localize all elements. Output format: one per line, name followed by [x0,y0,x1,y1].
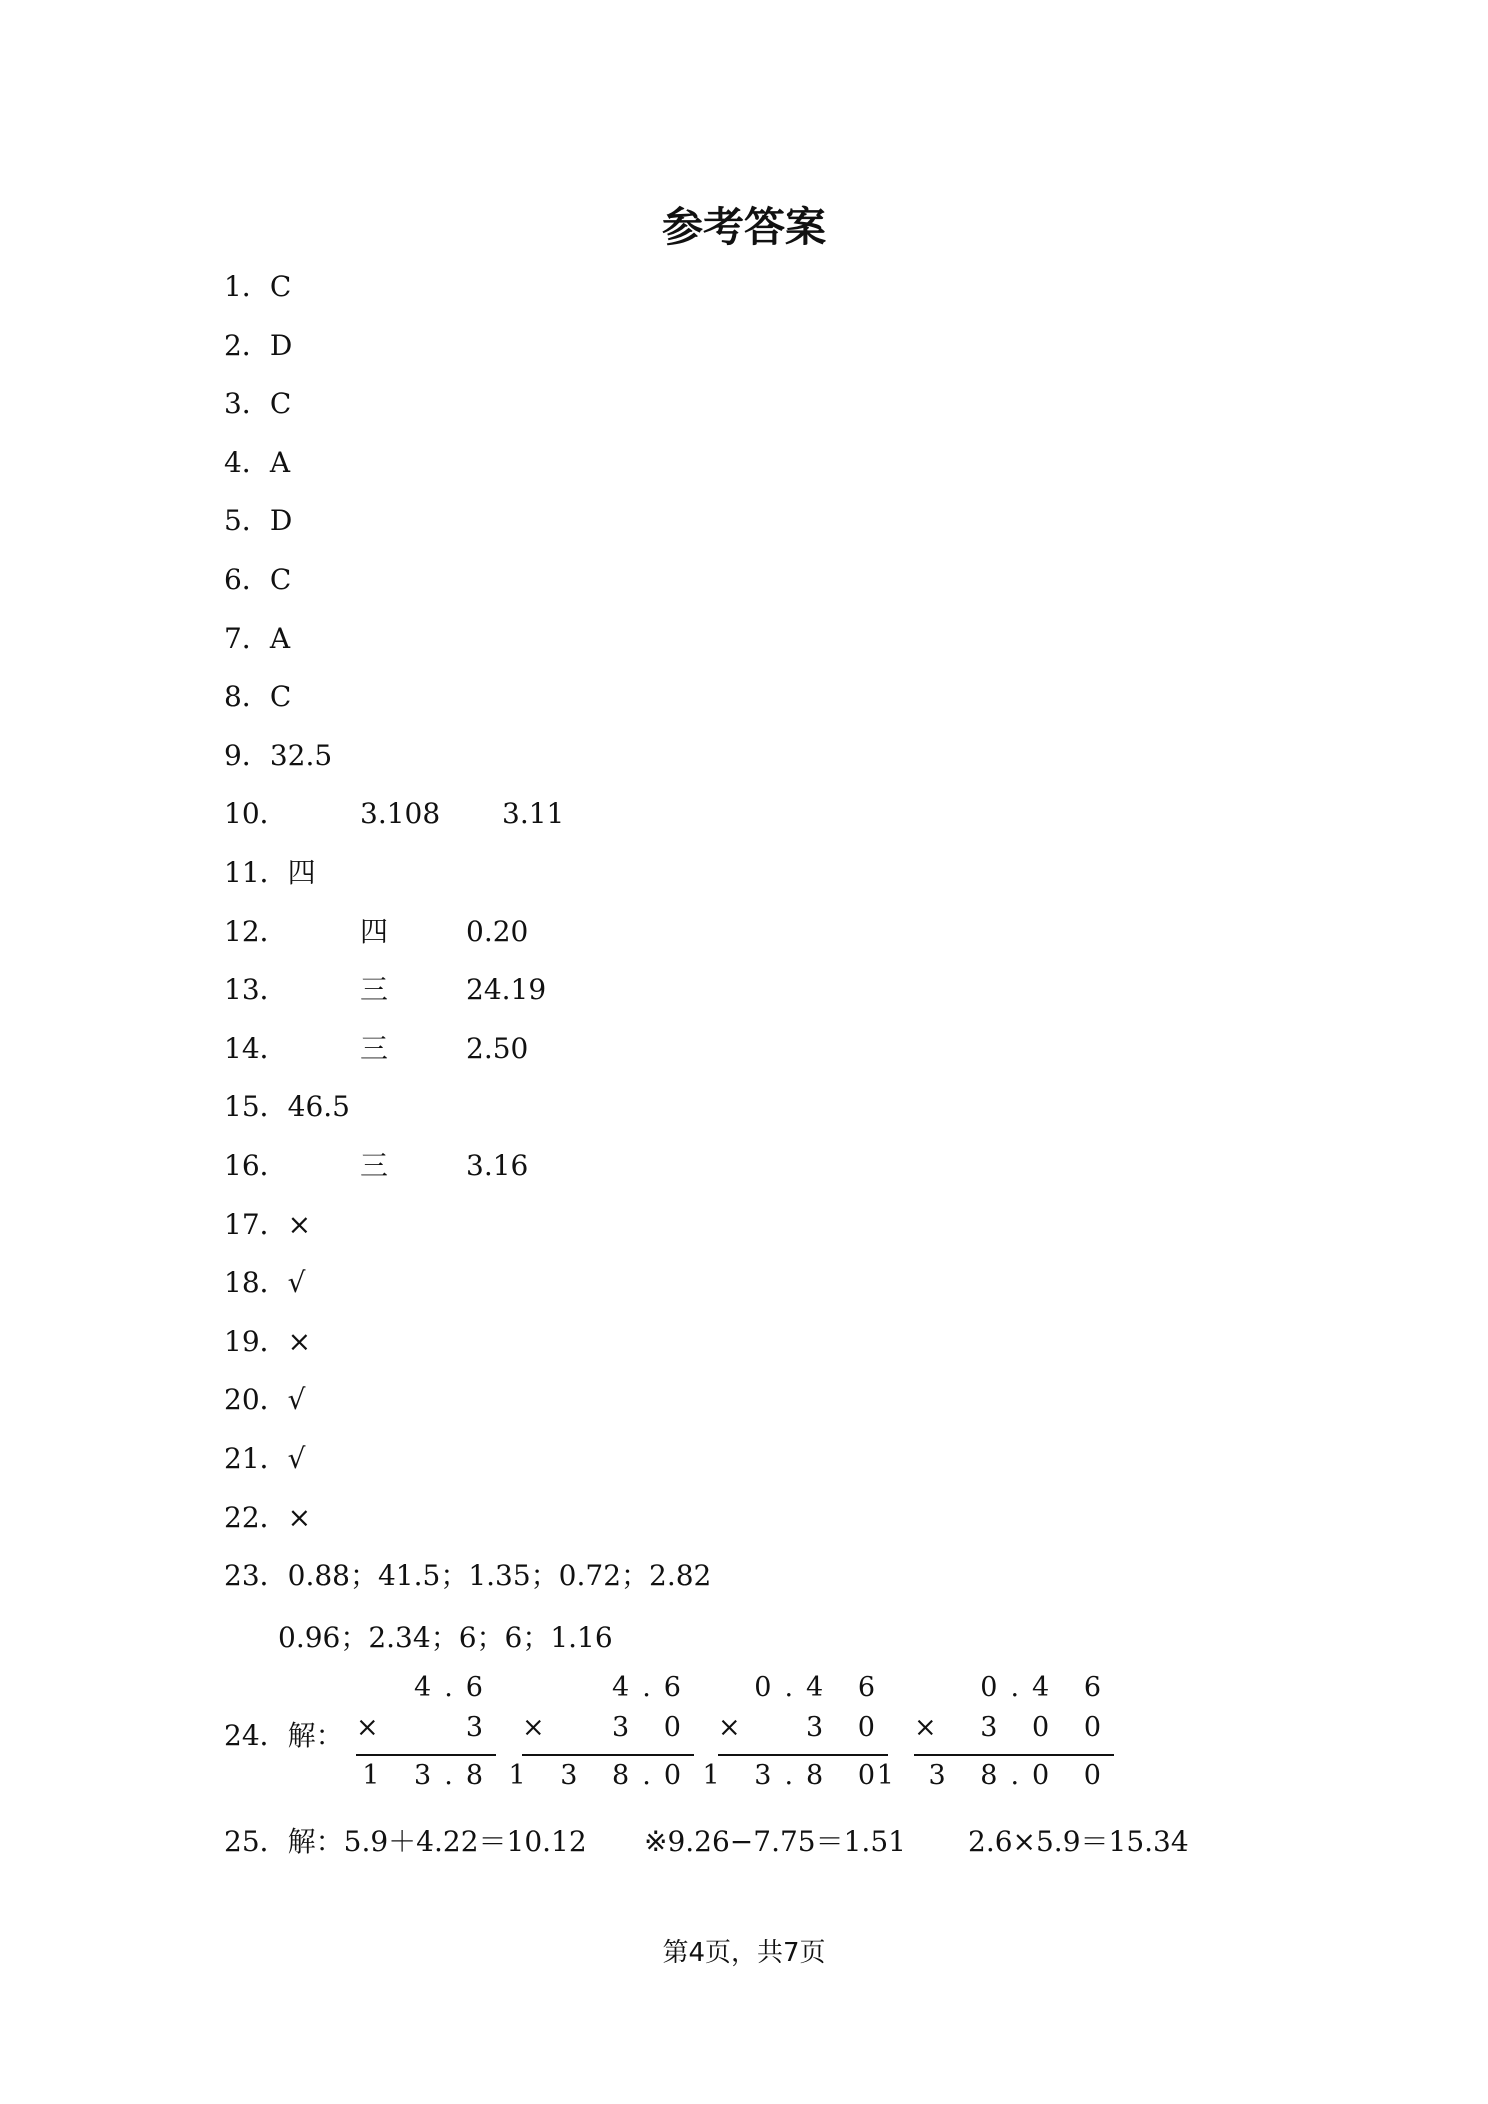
answer-value-2: 3.108 [360,797,441,830]
multiplicand: 0.4 6 [754,1672,888,1703]
answer-number: 12． [224,915,288,948]
answer-number: 6． [224,563,270,596]
answer-value-2: 三 [360,1032,389,1065]
answer-value: √ [287,1266,306,1299]
answer-value-3: 0.20 [466,915,529,948]
answer-value: × [287,1208,312,1241]
answer-value-3: 3.16 [466,1149,529,1182]
times-icon: × [718,1712,741,1743]
answer-number: 20． [224,1383,288,1416]
product: 1 3 8.0 [508,1760,694,1791]
multiplication-1 [356,1672,496,1802]
divider-line [718,1754,888,1756]
answer-row [224,736,332,776]
multiplication-3 [702,1672,888,1802]
answer-number: 1． [224,270,270,303]
page-title: 参考答案 [662,203,826,251]
answer-value: 46.5 [287,1090,350,1123]
answer-number: 4． [224,446,270,479]
multiplier: 3 0 0 [980,1712,1114,1743]
multiplier: 3 0 [612,1712,694,1743]
answer-row [224,1029,529,1069]
answer-value: C [269,680,292,713]
answer-value-3: 3.11 [502,797,565,830]
answer-number: 7． [224,622,270,655]
answer-25: 25．解：5.9＋4.22＝10.12 ※9.26−7.75＝1.51 2.6×5.9＝15.34 [224,1822,587,1862]
answer-value: A [269,622,291,655]
multiplier: 3 [465,1712,496,1743]
product: 1 3.8 [362,1760,496,1791]
answer-23-line2: 0.96；2.34；6；6；1.16 [278,1621,613,1654]
answer-number: 21． [224,1442,288,1475]
answer-value: D [269,504,293,537]
answer-row [224,853,316,893]
answer-number: 8． [224,680,270,713]
answer-number: 9． [224,739,270,772]
answer-value: D [269,329,293,362]
answer-row [224,1556,711,1596]
times-icon: × [914,1712,937,1743]
page-footer: 第4页，共7页 [662,1938,826,1968]
product: 1 3.8 0 [702,1760,888,1791]
answer-value: 四 [287,856,316,889]
divider-line [522,1754,694,1756]
answer-row [224,1263,305,1303]
answer-value-3: 2.50 [466,1032,529,1065]
answer-number: 17． [224,1208,288,1241]
answer-number: 18． [224,1266,288,1299]
answer-25-eq2: ※9.26−7.75＝1.51 [644,1825,906,1858]
answer-number: 10． [224,797,288,830]
times-icon: × [356,1712,379,1743]
answer-row [224,1498,311,1538]
answer-row [224,326,292,366]
answer-number: 19． [224,1325,288,1358]
answer-value-2: 四 [360,915,389,948]
answer-row [224,794,565,834]
answer-row [224,501,292,541]
answer-number: 3． [224,387,270,420]
answer-value: × [287,1501,312,1534]
answer-number: 14． [224,1032,288,1065]
divider-line [914,1754,1114,1756]
answer-row [224,1322,311,1362]
answer-value: × [287,1325,312,1358]
answer-row [224,267,291,307]
times-icon: × [522,1712,545,1743]
answer-row [224,1439,305,1479]
multiplicand: 4.6 [414,1672,496,1703]
answer-row [224,443,290,483]
answer-25-eq3: 2.6×5.9＝15.34 [968,1825,1189,1858]
product: 1 3 8.0 0 [876,1760,1114,1791]
multiplier: 3 0 [806,1712,888,1743]
answer-value-2: 三 [360,1149,389,1182]
answer-value: √ [287,1383,306,1416]
answer-number: 22． [224,1501,288,1534]
answer-row [224,619,290,659]
answer-row [224,1087,350,1127]
answer-row [224,560,291,600]
answer-value: C [269,387,292,420]
answer-row [224,1146,529,1186]
answer-number: 15． [224,1090,288,1123]
answer-row [224,1205,311,1245]
answer-number: 23． [224,1559,288,1592]
answer-number: 16． [224,1149,288,1182]
answer-number: 13． [224,973,288,1006]
multiplicand: 4.6 [612,1672,694,1703]
answer-value: 0.88；41.5；1.35；0.72；2.82 [287,1559,712,1592]
answer-number: 2． [224,329,270,362]
multiplication-2 [508,1672,694,1802]
multiplicand: 0.4 6 [980,1672,1114,1703]
answer-value: √ [287,1442,306,1475]
answer-value: 32.5 [269,739,333,772]
answer-number: 5． [224,504,270,537]
answer-value: A [269,446,291,479]
answer-value-3: 24.19 [466,973,547,1006]
answer-row [224,1380,305,1420]
answer-value-2: 三 [360,973,389,1006]
answer-row [224,970,547,1010]
answer-value: C [269,270,292,303]
answer-24-label: 24．解： [224,1719,344,1752]
divider-line [356,1754,496,1756]
answer-value: C [269,563,292,596]
multiplication-4 [876,1672,1114,1802]
answer-number: 11． [224,856,288,889]
answer-row [224,912,529,952]
answer-row [224,384,291,424]
answer-row [224,677,291,717]
